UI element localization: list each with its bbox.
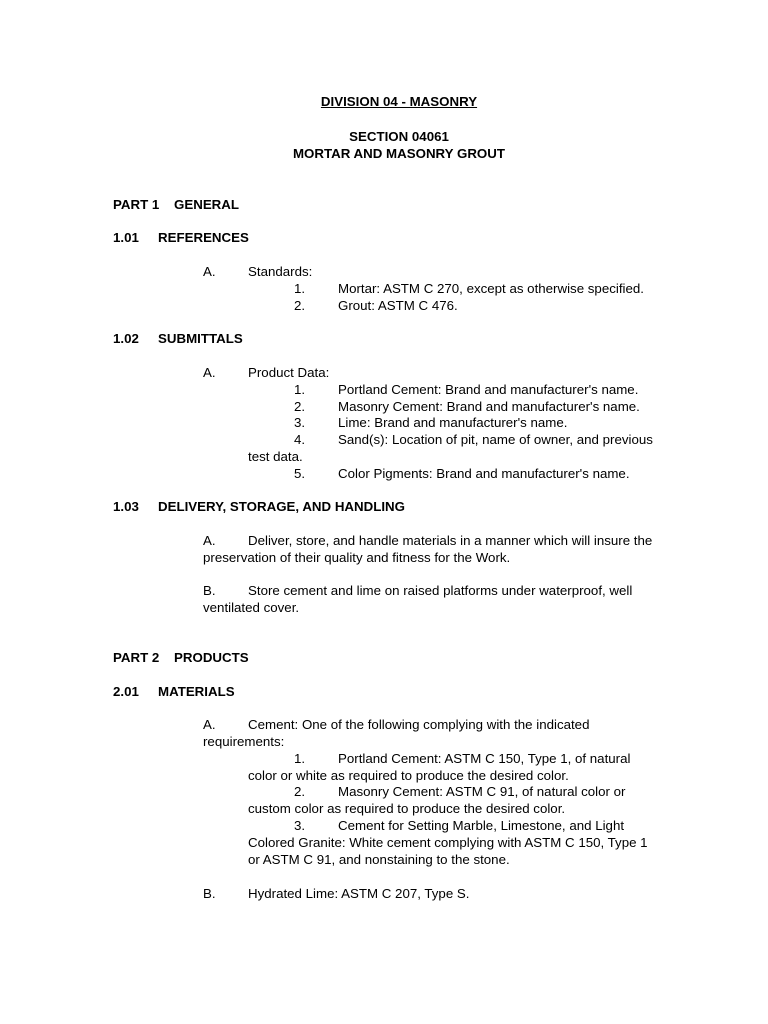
paragraph-text: Cement: One of the following complying with the indicated [248,717,590,732]
paragraph-text: Deliver, store, and handle materials in a manner which will insure the [248,533,653,548]
paragraph-letter: A. [203,365,216,380]
item-text: Lime: Brand and manufacturer's name. [338,415,568,430]
article-103-title: DELIVERY, STORAGE, AND HANDLING [158,499,405,514]
part1-heading-number: PART 1 [113,197,160,212]
item-text: Sand(s): Location of pit, name of owner, and previous [338,432,653,447]
item-number: 3. [294,818,306,833]
paragraph-text-continued: requirements: [203,734,285,749]
article-102-number: 1.02 [113,331,139,346]
paragraph-text-continued: preservation of their quality and fitness for the Work. [203,550,511,565]
paragraph-text: Standards: [248,264,313,279]
item-number: 3. [294,415,306,430]
item-number: 2. [294,784,306,799]
item-number: 1. [294,281,306,296]
paragraph-letter: B. [203,886,216,901]
paragraph-text: Hydrated Lime: ASTM C 207, Type S. [248,886,470,901]
item-text-continued: color or white as required to produce the desired color. [248,768,569,783]
article-101-title: REFERENCES [158,230,249,245]
item-text: Portland Cement: ASTM C 150, Type 1, of natural [338,751,631,766]
part2-heading-number: PART 2 [113,650,160,665]
article-101-number: 1.01 [113,230,139,245]
item-text: Cement for Setting Marble, Limestone, and Light [338,818,625,833]
paragraph-text: Product Data: [248,365,330,380]
item-number: 1. [294,382,306,397]
item-text-continued: Colored Granite: White cement complying with ASTM C 150, Type 1 [248,835,648,850]
article-201-number: 2.01 [113,684,139,699]
item-number: 2. [294,399,306,414]
part2-heading: PRODUCTS [174,650,249,665]
paragraph-letter: A. [203,533,216,548]
item-number: 2. [294,298,306,313]
item-text-continued: or ASTM C 91, and nonstaining to the stone. [248,852,510,867]
item-number: 4. [294,432,306,447]
item-number: 1. [294,751,306,766]
paragraph-letter: A. [203,264,216,279]
article-201-title: MATERIALS [158,684,235,699]
article-102-title: SUBMITTALS [158,331,243,346]
item-text: Masonry Cement: ASTM C 91, of natural color or [338,784,626,799]
item-text-continued: custom color as required to produce the desired color. [248,801,566,816]
paragraph-letter: B. [203,583,216,598]
item-text: Portland Cement: Brand and manufacturer's name. [338,382,639,397]
item-text: Masonry Cement: Brand and manufacturer's name. [338,399,640,414]
article-103-number: 1.03 [113,499,139,514]
item-continuation: test data. [248,449,303,464]
paragraph-text: Store cement and lime on raised platforms under waterproof, well [248,583,633,598]
paragraph-letter: A. [203,717,216,732]
section-title: MORTAR AND MASONRY GROUT [292,146,505,161]
paragraph-text-continued: ventilated cover. [203,600,300,615]
item-text: Mortar: ASTM C 270, except as otherwise specified. [338,281,644,296]
item-text: Color Pigments: Brand and manufacturer's name. [338,466,630,481]
section-number: SECTION 04061 [349,129,449,144]
division-title: DIVISION 04 - MASONRY [320,94,478,109]
part1-heading: GENERAL [174,197,240,212]
item-number: 5. [294,466,306,481]
item-text: Grout: ASTM C 476. [338,298,458,313]
